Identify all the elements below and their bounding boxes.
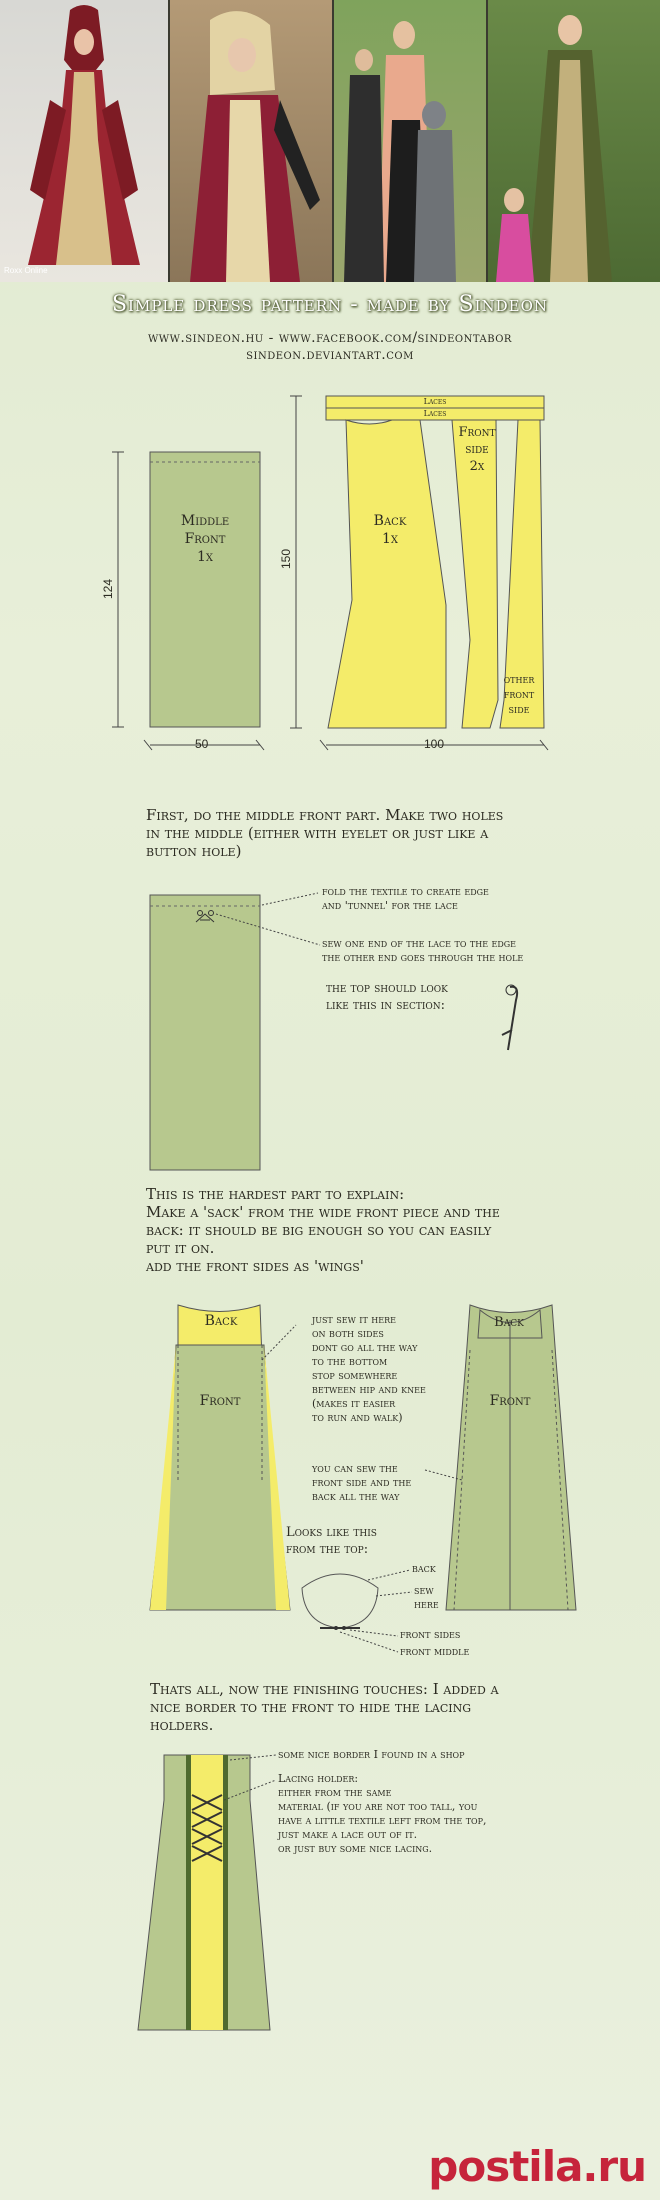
step2-top-front-middle: front middle <box>400 1645 470 1658</box>
step2-back-label-2: Back <box>494 1315 524 1330</box>
step3-note-lacing: Lacing holder: either from the same material (if you are not too tall, you have a little textile left from the top, just make a lace out of it. or just buy some nice lacing. <box>278 1772 487 1855</box>
step1-note-sew: sew one end of the lace to the edge the other end goes through the hole <box>322 937 524 964</box>
step1-text: First, do the middle front part. Make two holes in the middle (either with eyelet or just like a button hole) <box>146 806 504 860</box>
back-piece <box>328 420 446 728</box>
other-front-side-label: other front side <box>503 672 535 716</box>
postila-logo-text: postila.ru <box>428 2142 646 2191</box>
front-side-label: Front side 2x <box>458 425 496 474</box>
step2-text: This is the hardest part to explain: Make a 'sack' from the wide front piece and the back: it should be big enough so you can easily put it on. add the front sides as 'wings' <box>146 1185 500 1275</box>
step2-looks-like: Looks like this from the top: <box>286 1525 377 1557</box>
step3-text: Thats all, now the finishing touches: I added a nice border to the front to hide the lacing holders. <box>150 1680 499 1734</box>
step2-back-label: Back <box>204 1313 238 1329</box>
step2-note-sew-here: just sew it here on both sides dont go all the way to the bottom stop somewhere between hip and knee (makes it easier to run and walk) <box>312 1313 426 1424</box>
step2-front-label-2: Front <box>489 1393 531 1409</box>
step2-top-back: back <box>412 1562 436 1575</box>
laces-label-2: Laces <box>423 409 447 418</box>
dim-height-150: 150 <box>279 548 294 570</box>
middle-front-piece <box>150 452 260 727</box>
deviantart-link[interactable]: sindeon.deviantart.com <box>246 347 414 363</box>
step1-note-fold: fold the textile to create edge and 'tunnel' for the lace <box>322 885 489 912</box>
step1-note-top: the top should look like this in section: <box>326 981 448 1013</box>
dim-width-50: 50 <box>195 737 209 751</box>
photo-watermark: Roxx Online <box>4 266 48 275</box>
step2-top-sew: sew here <box>414 1584 439 1611</box>
sack-front-piece <box>162 1345 282 1610</box>
postila-logo[interactable] <box>428 2142 646 2191</box>
step2-front-label: Front <box>199 1393 241 1409</box>
website-links[interactable]: www.sindeon.hu - www.facebook.com/sindeontabor <box>148 330 512 346</box>
step2-note-sew-all: you can sew the front side and the back all the way <box>312 1462 412 1503</box>
border-left <box>186 1755 191 2030</box>
dim-height-124: 124 <box>101 578 116 600</box>
step2-top-front-sides: front sides <box>400 1628 461 1641</box>
back-label: Back 1x <box>373 513 407 547</box>
laces-label-1: Laces <box>423 397 447 406</box>
step1-middle-front <box>150 895 260 1170</box>
back-view-piece <box>446 1305 576 1610</box>
step3-note-border: some nice border I found in a shop <box>278 1748 465 1761</box>
dim-width-100: 100 <box>424 737 445 751</box>
middle-front-label: Middle Front 1x <box>180 513 230 565</box>
page-title: Simple dress pattern - made by Sindeon <box>111 292 549 317</box>
border-right <box>223 1755 228 2030</box>
